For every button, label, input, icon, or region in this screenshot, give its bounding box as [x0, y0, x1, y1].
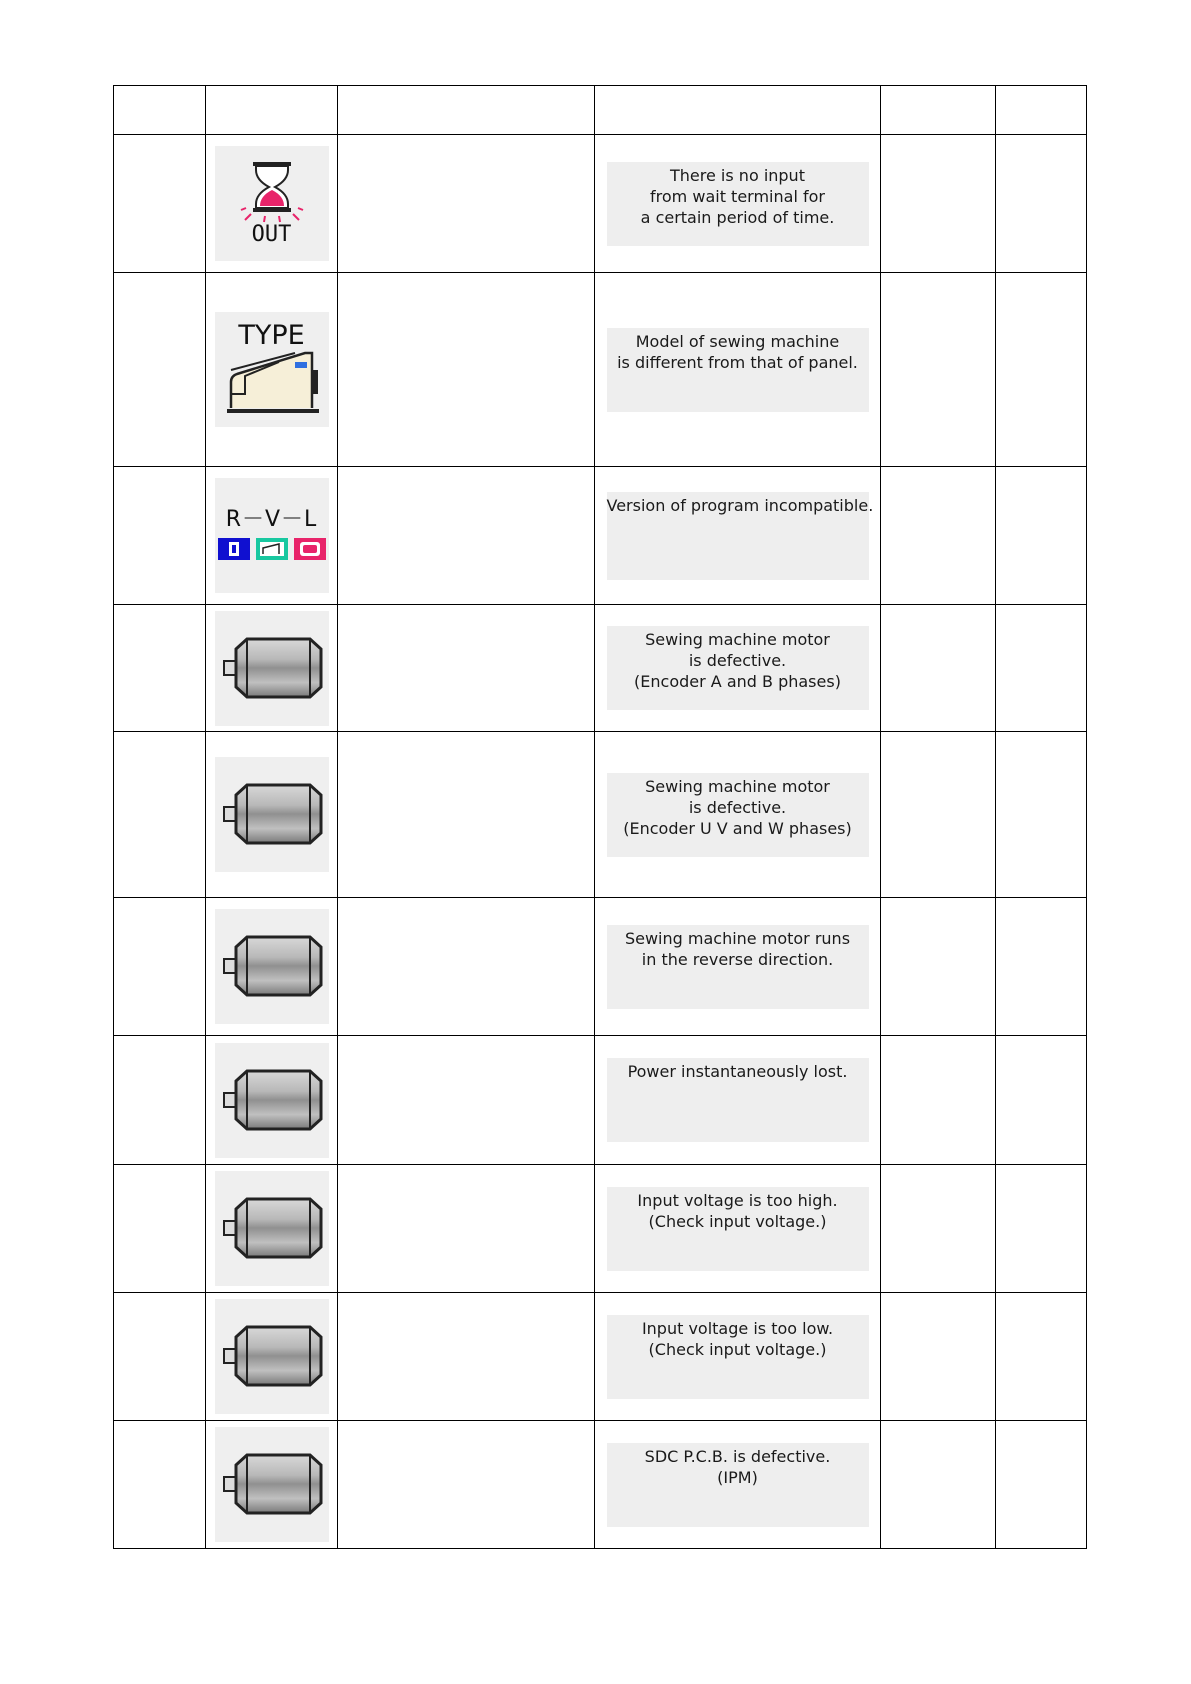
icon-cell [206, 898, 338, 1036]
message-cell [595, 1036, 881, 1165]
notes-cell [996, 1165, 1087, 1293]
code-cell [114, 135, 206, 273]
message-line: (Encoder A and B phases) [634, 672, 841, 691]
error-message [607, 1315, 869, 1399]
motor-icon [215, 1171, 329, 1286]
message-line: from wait terminal for [650, 186, 825, 206]
description-cell [338, 1293, 595, 1421]
table-row [114, 898, 1087, 1036]
message-cell [595, 605, 881, 732]
table-row [114, 605, 1087, 732]
icon-cell [206, 1421, 338, 1549]
message-line: (Check input voltage.) [648, 1211, 827, 1231]
error-message [607, 1058, 869, 1142]
reset-cell [881, 732, 996, 898]
motor-icon [215, 1043, 329, 1158]
table-row [114, 1293, 1087, 1421]
icon-cell [206, 1293, 338, 1421]
rvl-version-icon [215, 478, 329, 593]
notes-cell [996, 1293, 1087, 1421]
description-cell [338, 1421, 595, 1549]
message-line: Power instantaneously lost. [627, 1062, 848, 1081]
icon-cell [206, 732, 338, 898]
error-message [607, 1187, 869, 1271]
notes-cell [996, 273, 1087, 467]
notes-cell [996, 1036, 1087, 1165]
message-cell [595, 732, 881, 898]
table-row [114, 273, 1087, 467]
message-line: is different from that of panel. [617, 352, 858, 372]
code-cell [114, 1421, 206, 1549]
icon-label: OUT [251, 222, 292, 247]
icon-cell [206, 467, 338, 605]
header-cell [206, 86, 338, 135]
message-line: (IPM) [717, 1467, 758, 1487]
code-cell [114, 273, 206, 467]
motor-icon [215, 1427, 329, 1542]
table-row [114, 732, 1087, 898]
message-line: (Encoder U V and W phases) [623, 818, 852, 838]
error-message [607, 925, 869, 1009]
description-cell [338, 1165, 595, 1293]
notes-cell [996, 605, 1087, 732]
error-code-table [113, 85, 1087, 1549]
error-message [607, 162, 869, 246]
message-line: is defective. [688, 797, 787, 817]
error-message [606, 492, 874, 580]
notes-cell [996, 732, 1087, 898]
icon-label: R－V－L [225, 507, 318, 532]
icon-cell [206, 273, 338, 467]
message-cell [595, 898, 881, 1036]
table-header-row [114, 86, 1087, 135]
code-cell [114, 898, 206, 1036]
message-line: Sewing machine motor [645, 630, 830, 649]
message-cell [595, 1293, 881, 1421]
code-cell [114, 732, 206, 898]
reset-cell [881, 1165, 996, 1293]
machine-type-icon [215, 312, 329, 427]
message-line: Version of program incompatible. [606, 495, 874, 515]
table-row [114, 135, 1087, 273]
description-cell [338, 898, 595, 1036]
reset-cell [881, 135, 996, 273]
message-line: is defective. [688, 651, 787, 670]
description-cell [338, 732, 595, 898]
motor-icon [215, 611, 329, 726]
message-cell [595, 1165, 881, 1293]
hourglass-out-icon [215, 146, 329, 261]
error-message [607, 773, 869, 857]
icon-cell [206, 605, 338, 732]
reset-cell [881, 605, 996, 732]
code-cell [114, 1165, 206, 1293]
error-message [607, 1443, 869, 1527]
icon-cell [206, 135, 338, 273]
code-cell [114, 1036, 206, 1165]
message-line: There is no input [670, 165, 805, 185]
notes-cell [996, 898, 1087, 1036]
message-line: Input voltage is too low. [641, 1318, 834, 1338]
header-cell [595, 86, 881, 135]
description-cell [338, 605, 595, 732]
table-row [114, 1165, 1087, 1293]
icon-cell [206, 1165, 338, 1293]
motor-icon [215, 1299, 329, 1414]
icon-label: TYPE [238, 320, 305, 351]
icon-cell [206, 1036, 338, 1165]
header-cell [881, 86, 996, 135]
reset-cell [881, 1036, 996, 1165]
description-cell [338, 273, 595, 467]
message-cell [595, 467, 881, 605]
message-line: SDC P.C.B. is defective. [644, 1446, 831, 1466]
reset-cell [881, 467, 996, 605]
description-cell [338, 135, 595, 273]
error-message [607, 328, 869, 412]
message-line: (Check input voltage.) [648, 1339, 827, 1359]
header-cell [114, 86, 206, 135]
reset-cell [881, 898, 996, 1036]
reset-cell [881, 1421, 996, 1549]
message-line: Sewing machine motor [645, 776, 830, 796]
motor-icon [215, 909, 329, 1024]
message-line: Input voltage is too high. [637, 1190, 838, 1210]
error-message [607, 626, 869, 710]
message-cell [595, 1421, 881, 1549]
notes-cell [996, 135, 1087, 273]
header-cell [996, 86, 1087, 135]
motor-icon [215, 757, 329, 872]
message-cell [595, 135, 881, 273]
message-cell [595, 273, 881, 467]
description-cell [338, 1036, 595, 1165]
message-line: in the reverse direction. [641, 949, 834, 969]
message-line: a certain period of time. [640, 207, 835, 227]
code-cell [114, 605, 206, 732]
code-cell [114, 1293, 206, 1421]
table-row [114, 467, 1087, 605]
header-cell [338, 86, 595, 135]
table-row [114, 1036, 1087, 1165]
reset-cell [881, 273, 996, 467]
notes-cell [996, 1421, 1087, 1549]
notes-cell [996, 467, 1087, 605]
table-row [114, 1421, 1087, 1549]
message-line: Sewing machine motor runs [624, 928, 851, 948]
description-cell [338, 467, 595, 605]
code-cell [114, 467, 206, 605]
reset-cell [881, 1293, 996, 1421]
message-line: Model of sewing machine [635, 331, 840, 351]
